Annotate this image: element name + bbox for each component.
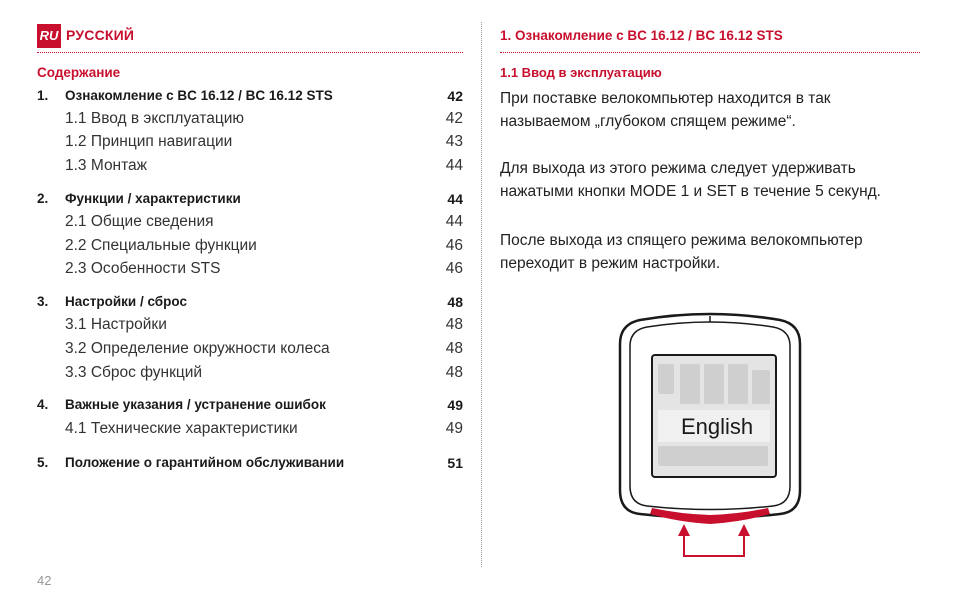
toc-sub-page: 42 (445, 110, 463, 127)
toc-sub-2-1[interactable] (65, 213, 463, 235)
subsection-title: 1.1 Ввод в эксплуатацию (500, 65, 662, 80)
toc-sub-title: 1.2 Принцип навигации (65, 133, 233, 150)
toc-sub-title: 3.3 Сброс функций (65, 364, 203, 381)
toc-sub-2-2[interactable] (65, 237, 463, 259)
toc-section-4[interactable] (37, 397, 463, 419)
language-badge: RU (37, 24, 61, 48)
language-label: РУССКИЙ (66, 27, 135, 43)
toc-section-title: Положение о гарантийном обслуживании (65, 455, 345, 470)
toc-sub-1-1[interactable] (65, 110, 463, 132)
toc-section-number: 5. (37, 455, 49, 470)
toc-sub-page: 44 (445, 213, 463, 230)
toc-sub-3-1[interactable] (65, 316, 463, 338)
toc-sub-title: 2.1 Общие сведения (65, 213, 214, 230)
toc-sub-title: 2.2 Специальные функции (65, 237, 257, 254)
header-rule-left (37, 52, 463, 53)
device-display-text: English (681, 414, 754, 439)
toc-sub-1-3[interactable] (65, 157, 463, 179)
toc-sub-page: 48 (445, 316, 463, 333)
toc-section-page: 51 (447, 455, 463, 471)
toc-sub-1-2[interactable] (65, 133, 463, 155)
toc-section-2[interactable] (37, 191, 463, 213)
toc-section-title: Настройки / сброс (65, 294, 187, 309)
toc-section-number: 3. (37, 294, 49, 309)
toc-section-3[interactable] (37, 294, 463, 316)
toc-section-number: 2. (37, 191, 49, 206)
toc-sub-4-1[interactable] (65, 420, 463, 442)
toc-section-page: 42 (447, 88, 463, 104)
toc-sub-title: 3.1 Настройки (65, 316, 167, 333)
paragraph-1: При поставке велокомпьютер находится в так называемом „глубоком спящем режиме“. (500, 90, 831, 130)
header-rule-right (500, 52, 920, 53)
toc-section-number: 1. (37, 88, 49, 103)
toc-sub-page: 46 (445, 260, 463, 277)
toc-sub-page: 48 (445, 364, 463, 381)
toc-sub-3-3[interactable] (65, 364, 463, 386)
toc-sub-title: 1.3 Монтаж (65, 157, 148, 174)
toc-section-title: Функции / характеристики (65, 191, 241, 206)
toc-sub-title: 1.1 Ввод в эксплуатацию (65, 110, 245, 127)
toc-sub-page: 48 (445, 340, 463, 357)
toc-sub-page: 46 (445, 237, 463, 254)
paragraph-2: Для выхода из этого режима следует удерживать нажатыми кнопки MODE 1 и SET в течение 5 секунд. (500, 160, 881, 200)
toc-sub-page: 43 (445, 133, 463, 150)
toc-sub-title: 3.2 Определение окружности колеса (65, 340, 330, 357)
toc-sub-title: 2.3 Особенности STS (65, 260, 221, 277)
page-number: 42 (37, 573, 52, 588)
paragraph-3: После выхода из спящего режима велокомпьютер переходит в режим настройки. (500, 232, 863, 272)
section-title: 1. Ознакомление с BC 16.12 / BC 16.12 STS (500, 28, 783, 43)
toc-section-page: 49 (447, 397, 463, 413)
toc-sub-3-2[interactable] (65, 340, 463, 362)
column-divider (481, 22, 482, 567)
toc-sub-title: 4.1 Технические характеристики (65, 420, 298, 437)
toc-sub-page: 44 (445, 157, 463, 174)
bike-computer-illustration (600, 300, 820, 570)
toc-sub-page: 49 (445, 420, 463, 437)
toc-section-title: Ознакомление с BC 16.12 / BC 16.12 STS (65, 88, 333, 103)
toc-sub-2-3[interactable] (65, 260, 463, 282)
toc-section-page: 48 (447, 294, 463, 310)
toc-heading: Содержание (37, 65, 121, 80)
toc-section-number: 4. (37, 397, 49, 412)
toc-section-title: Важные указания / устранение ошибок (65, 397, 326, 412)
toc-section-page: 44 (447, 191, 463, 207)
toc-section-5[interactable] (37, 455, 463, 477)
toc-section-1[interactable] (37, 88, 463, 110)
